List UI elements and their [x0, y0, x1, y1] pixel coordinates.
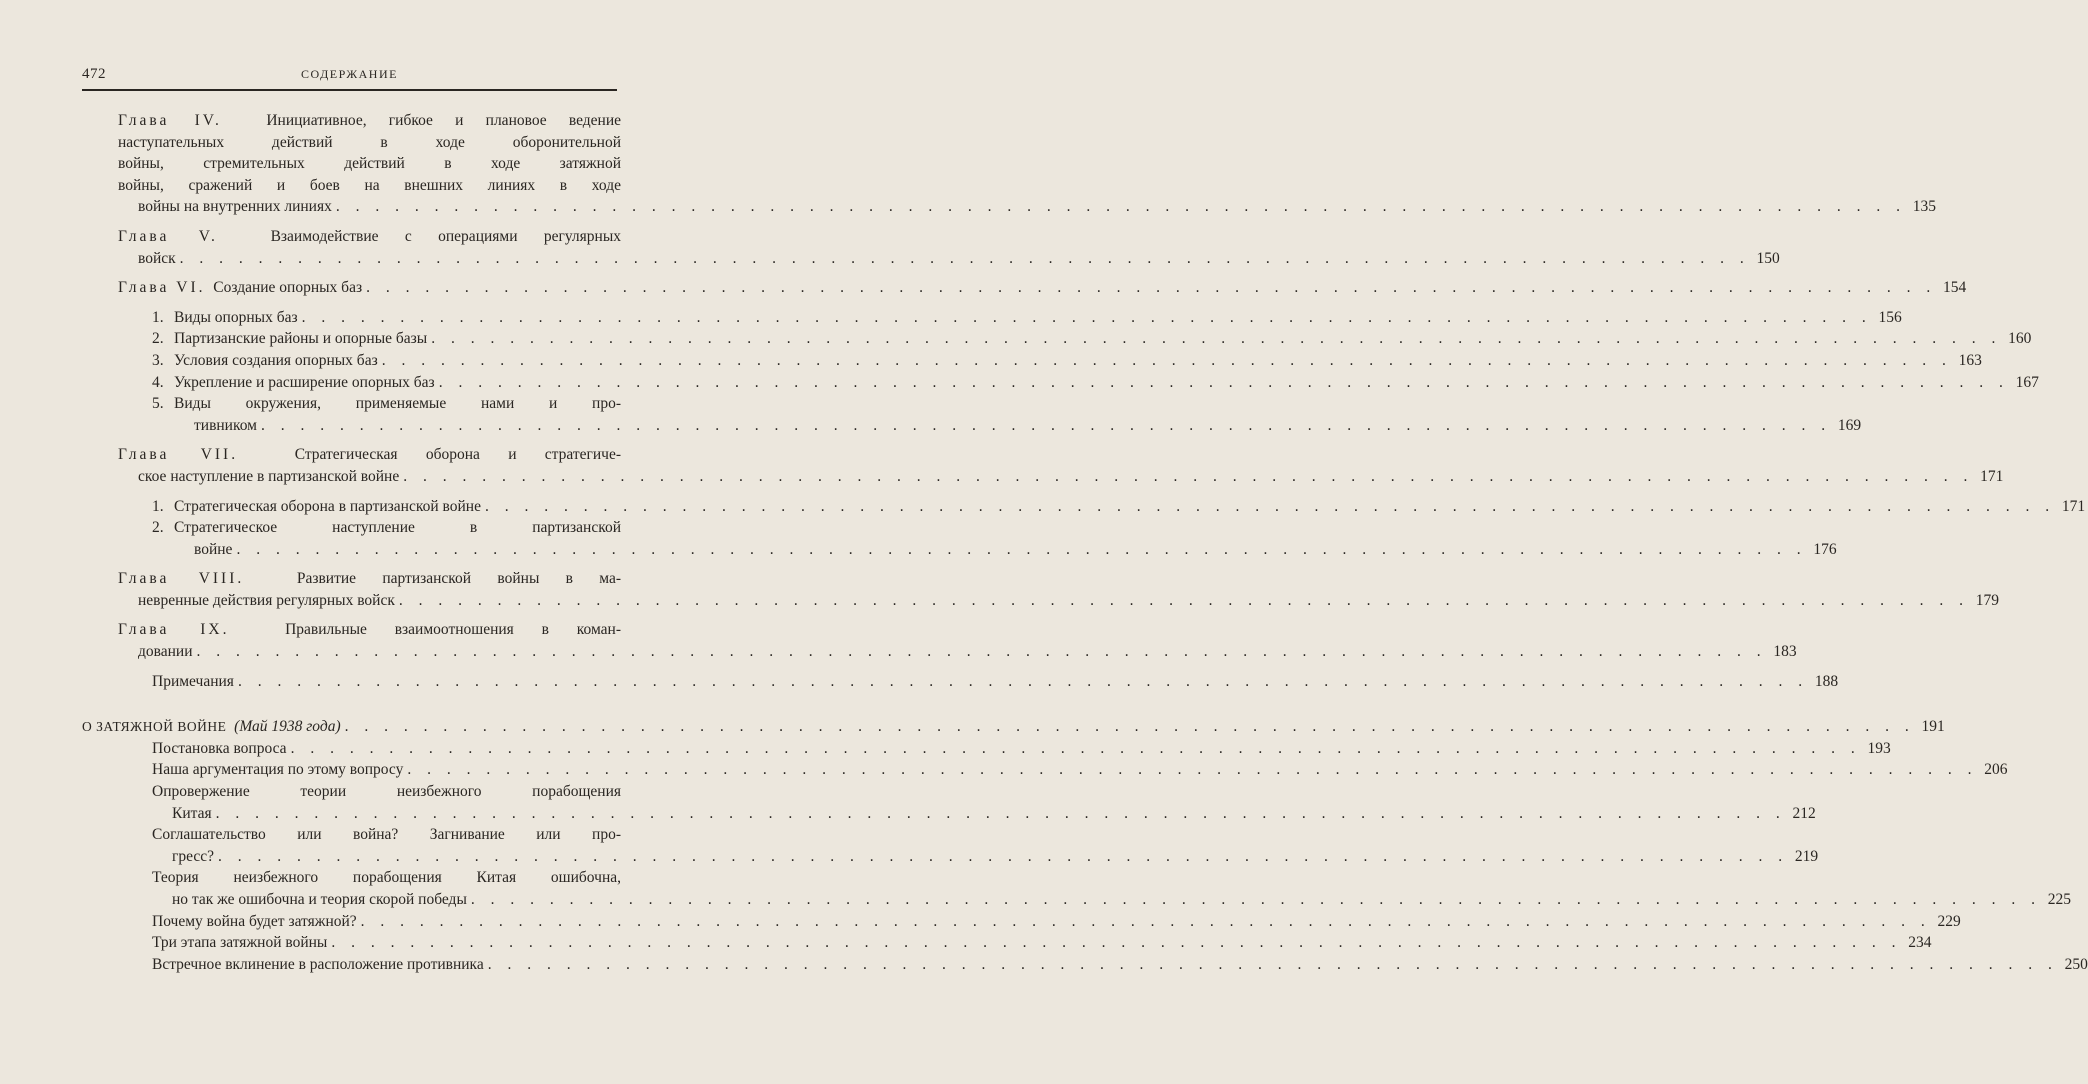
toc-chapter[interactable]	[118, 110, 1936, 218]
section-number: 2.	[152, 519, 164, 537]
entry-title-end: Виды опорных баз	[174, 308, 298, 326]
entry-page-number: 156	[1878, 308, 1902, 326]
entry-title-end: гресс?	[172, 847, 215, 865]
entry-page-number: 169	[1837, 416, 1862, 434]
chapter-label: Глава V.	[118, 227, 218, 245]
entry-page-number: 163	[1958, 351, 1982, 369]
entry-title-text: войны, стремительных действий в ходе затяжной	[118, 155, 621, 173]
dot-leader: . . . . . . . . . . . . . . . . . . . . . . . . . . . . . . . . . . . . . . . . . . . . . . . . . . . . . . . . . . . . . . . . . . . . . . . . . . . . . . . .	[331, 934, 1902, 952]
toc-notes[interactable]	[152, 671, 1839, 693]
page-header	[82, 66, 617, 88]
page-number: 472	[82, 66, 106, 82]
toc-leader-line	[174, 350, 1982, 372]
toc-work-section[interactable]	[152, 911, 1961, 933]
entry-title-line	[118, 132, 621, 154]
chapter-label-wrap	[118, 621, 285, 638]
entry-page-number: 171	[2061, 497, 2086, 515]
spacer	[0, 611, 669, 619]
toc-chapter[interactable]	[118, 568, 2000, 611]
dot-leader: . . . . . . . . . . . . . . . . . . . . . . . . . . . . . . . . . . . . . . . . . . . . . . . . . . . . . . . . . . . . . . . . . . . . . . . . . . . . . . . .	[236, 540, 1807, 558]
toc-leader-line	[152, 911, 1961, 933]
dot-leader: . . . . . . . . . . . . . . . . . . . . . . . . . . . . . . . . . . . . . . . . . . . . . . . . . . . . . . . . . . . . . . . . . . . . . . . . . . . . . . . .	[196, 643, 1767, 661]
entry-title-end: Наша аргументация по этому вопросу	[152, 761, 404, 779]
entry-title-text: наступательных действий в ходе оборонительной	[118, 133, 621, 151]
dot-leader: . . . . . . . . . . . . . . . . . . . . . . . . . . . . . . . . . . . . . . . . . . . . . . . . . . . . . . . . . . . . . . . . . . . . . . . . . . . . . . . .	[218, 847, 1789, 865]
entry-page-number: 150	[1756, 249, 1780, 267]
chapter-continuation	[118, 248, 1780, 270]
toc-chapter[interactable]	[118, 444, 2004, 487]
dot-leader: . . . . . . . . . . . . . . . . . . . . . . . . . . . . . . . . . . . . . . . . . . . . . . . . . . . . . . . . . . . . . . . . . . . . . . . . . . . . . . . .	[215, 804, 1786, 822]
entry-title-line	[174, 517, 621, 539]
toc-leader-line	[152, 738, 1891, 760]
toc-section[interactable]	[152, 393, 1862, 436]
entry-title-line	[118, 568, 621, 590]
header-rule	[82, 89, 617, 91]
dot-leader: . . . . . . . . . . . . . . . . . . . . . . . . . . . . . . . . . . . . . . . . . . . . . . . . . . . . . . . . . . . . . . . . . . . . . . . . . . . . . . . .	[438, 373, 2009, 391]
toc-leader-line	[152, 759, 2008, 781]
entry-title-end: Примечания	[152, 672, 234, 690]
dot-leader: . . . . . . . . . . . . . . . . . . . . . . . . . . . . . . . . . . . . . . . . . . . . . . . . . . . . . . . . . . . . . . . . . . . . . . . . . . . . . . . .	[431, 330, 2002, 348]
section-number: 3.	[152, 351, 164, 369]
toc-leader-line	[152, 932, 1932, 954]
section-number: 2.	[152, 330, 164, 348]
entry-title-line	[118, 226, 621, 248]
toc-leader-line	[194, 415, 1862, 437]
spacer	[0, 692, 669, 716]
dot-leader: . . . . . . . . . . . . . . . . . . . . . . . . . . . . . . . . . . . . . . . . . . . . . . . . . . . . . . . . . . . . . . . . . . . . . . . . . . . . . . . .	[487, 955, 2058, 973]
entry-page-number: 167	[2015, 373, 2039, 391]
toc-section[interactable]	[152, 307, 1902, 329]
entry-title-end: невренные действия регулярных войск	[138, 591, 395, 609]
dot-leader: . . . . . . . . . . . . . . . . . . . . . . . . . . . . . . . . . . . . . . . . . . . . . . . . . . . . . . . . . . . . . . . . . . . . . . . . . . . . . . . .	[366, 279, 1937, 297]
chapter-label-wrap	[118, 277, 213, 299]
entry-title-end: тивником	[194, 416, 257, 434]
work-title: О ЗАТЯЖНОЙ ВОЙНЕ	[82, 719, 227, 735]
spacer	[0, 560, 669, 568]
section-number: 4.	[152, 373, 164, 391]
toc-leader-line	[138, 196, 1936, 218]
toc-leader-line	[118, 277, 1967, 299]
entry-page-number: 193	[1867, 739, 1891, 757]
toc-chapter[interactable]	[118, 619, 1797, 662]
entry-page-number: 250	[2064, 955, 2088, 973]
toc-section[interactable]	[152, 328, 2032, 350]
toc-chapter[interactable]	[118, 226, 1780, 269]
toc-leader-line	[152, 671, 1839, 693]
section-continuation	[152, 889, 2071, 911]
toc-chapter[interactable]	[118, 277, 1967, 299]
toc-work-section[interactable]	[152, 738, 1891, 760]
entry-page-number: 206	[1984, 761, 2008, 779]
dot-leader: . . . . . . . . . . . . . . . . . . . . . . . . . . . . . . . . . . . . . . . . . . . . . . . . . . . . . . . . . . . . . . . . . . . . . . . . . . . . . . . .	[260, 416, 1832, 434]
entry-title-end: ское наступление в партизанской войне	[138, 467, 400, 485]
entry-title-end: Китая	[172, 804, 212, 822]
dot-leader: . . . . . . . . . . . . . . . . . . . . . . . . . . . . . . . . . . . . . . . . . . . . . . . . . . . . . . . . . . . . . . . . . . . . . . . . . . . . . . . .	[360, 912, 1931, 930]
entry-page-number: 212	[1792, 804, 1816, 822]
section-continuation	[174, 415, 1862, 437]
toc-work-title[interactable]	[82, 716, 1945, 738]
entry-page-number: 154	[1942, 279, 1967, 297]
entry-title-end: Стратегическая оборона в партизанской войне	[174, 497, 481, 515]
toc-leader-line	[138, 466, 2004, 488]
entry-page-number: 135	[1912, 198, 1936, 216]
toc-work-section[interactable]	[152, 867, 2071, 910]
running-title: СОДЕРЖАНИЕ	[301, 67, 398, 81]
toc-work-section[interactable]	[152, 932, 1932, 954]
toc-section[interactable]	[152, 372, 2039, 394]
chapter-label-wrap	[118, 570, 297, 587]
entry-title-end: войны на внутренних линиях	[138, 198, 332, 216]
chapter-label: Глава VII.	[118, 446, 239, 464]
dot-leader: . . . . . . . . . . . . . . . . . . . . . . . . . . . . . . . . . . . . . . . . . . . . . . . . . . . . . . . . . . . . . . . . . . . . . . . . . . . . . . . .	[335, 198, 1906, 216]
entry-title-text: Стратегическая оборона и стратегиче-	[294, 446, 622, 464]
entry-title-end: войне	[194, 540, 233, 558]
chapter-continuation	[118, 196, 1936, 218]
entry-page-number: 179	[1975, 591, 2000, 609]
dot-leader: . . . . . . . . . . . . . . . . . . . . . . . . . . . . . . . . . . . . . . . . . . . . . . . . . . . . . . . . . . . . . . . . . . . . . . . . . . . . . . . .	[344, 718, 1915, 736]
entry-page-number: 225	[2047, 891, 2071, 908]
spacer	[0, 488, 669, 496]
chapter-label: Глава IV.	[118, 112, 222, 129]
toc-leader-line	[138, 248, 1780, 270]
chapter-continuation	[118, 590, 2000, 612]
entry-title-end: но так же ошибочна и теория скорой победы	[172, 891, 467, 908]
entry-page-number: 171	[1980, 467, 2004, 485]
toc-leader-line	[174, 328, 2032, 350]
chapter-label-wrap	[118, 446, 295, 463]
chapter-label-wrap	[118, 112, 266, 129]
entry-title-end: Партизанские районы и опорные базы	[174, 330, 428, 348]
dot-leader: . . . . . . . . . . . . . . . . . . . . . . . . . . . . . . . . . . . . . . . . . . . . . . . . . . . . . . . . . . . . . . . . . . . . . . . . . . . . . . . .	[237, 672, 1809, 690]
entry-title-end: Почему война будет затяжной?	[152, 912, 357, 930]
entry-title-text: Инициативное, гибкое и плановое ведение	[266, 112, 622, 129]
table-of-contents	[0, 110, 2088, 975]
entry-title-text: Стратегическое наступление в партизанской	[174, 519, 621, 537]
entry-title-end: Встречное вклинение в расположение противника	[152, 955, 484, 973]
dot-leader: . . . . . . . . . . . . . . . . . . . . . . . . . . . . . . . . . . . . . . . . . . . . . . . . . . . . . . . . . . . . . . . . . . . . . . . . . . . . . . . .	[407, 761, 1978, 779]
toc-leader-line	[172, 889, 2071, 911]
section-continuation	[174, 539, 1837, 561]
entry-title-line	[152, 824, 621, 846]
toc-leader-line	[194, 539, 1837, 561]
section-number: 1.	[152, 308, 164, 326]
dot-leader: . . . . . . . . . . . . . . . . . . . . . . . . . . . . . . . . . . . . . . . . . . . . . . . . . . . . . . . . . . . . . . . . . . . . . . . . . . . . . . . .	[398, 591, 1970, 609]
entry-title-text: Соглашательство или война? Загнивание или про-	[152, 826, 621, 844]
entry-title-end: войск	[138, 249, 176, 267]
toc-leader-line	[152, 954, 2088, 976]
spacer	[0, 218, 669, 226]
entry-title-line	[174, 393, 621, 415]
entry-title-text: Развитие партизанской войны в ма-	[296, 570, 622, 588]
entry-title-text: Виды окружения, применяемые нами и про-	[174, 395, 621, 413]
entry-page-number: 160	[2008, 330, 2032, 348]
entry-title-text: Опровержение теории неизбежного порабощения	[152, 783, 621, 801]
spacer	[0, 663, 669, 671]
entry-title-end: Постановка вопроса	[152, 739, 287, 757]
dot-leader: . . . . . . . . . . . . . . . . . . . . . . . . . . . . . . . . . . . . . . . . . . . . . . . . . . . . . . . . . . . . . . . . . . . . . . . . . . . . . . . .	[179, 249, 1750, 267]
toc-section[interactable]	[152, 496, 2086, 518]
entry-title-line	[118, 619, 621, 641]
dot-leader: . . . . . . . . . . . . . . . . . . . . . . . . . . . . . . . . . . . . . . . . . . . . . . . . . . . . . . . . . . . . . . . . . . . . . . . . . . . . . . . .	[290, 739, 1861, 757]
entry-title-end: Условия создания опорных баз	[174, 351, 378, 369]
toc-leader-line	[174, 372, 2039, 394]
entry-page-number: 229	[1937, 912, 1961, 930]
toc-work-section[interactable]	[152, 824, 1819, 867]
dot-leader: . . . . . . . . . . . . . . . . . . . . . . . . . . . . . . . . . . . . . . . . . . . . . . . . . . . . . . . . . . . . . . . . . . . . . . . . . . . . . . . .	[484, 497, 2056, 515]
chapter-label: Глава VIII.	[118, 570, 245, 588]
work-date: (Май 1938 года)	[234, 718, 341, 736]
entry-page-number: 219	[1794, 847, 1819, 865]
entry-title-line	[118, 153, 621, 175]
entry-title-text: Правильные взаимоотношения в коман-	[285, 621, 621, 639]
chapter-label: Глава IX.	[118, 621, 230, 639]
entry-page-number: 234	[1908, 934, 1932, 952]
toc-leader-line	[174, 496, 2086, 518]
section-number: 5.	[152, 395, 164, 413]
entry-title-line	[118, 110, 621, 132]
entry-page-number: 191	[1921, 718, 1945, 736]
entry-title-end: Три этапа затяжной войны	[152, 934, 328, 952]
entry-page-number: 183	[1773, 643, 1797, 661]
toc-section[interactable]	[152, 517, 1837, 560]
entry-title-line	[118, 444, 621, 466]
dot-leader: . . . . . . . . . . . . . . . . . . . . . . . . . . . . . . . . . . . . . . . . . . . . . . . . . . . . . . . . . . . . . . . . . . . . . . . . . . . . . . . .	[470, 891, 2041, 908]
spacer	[0, 269, 669, 277]
spacer	[0, 299, 669, 307]
chapter-continuation	[118, 466, 2004, 488]
chapter-continuation	[118, 641, 1797, 663]
section-number: 1.	[152, 497, 164, 515]
entry-title-line	[118, 175, 621, 197]
spacer	[0, 436, 669, 444]
toc-leader-line	[172, 803, 1816, 825]
entry-title-line	[152, 781, 621, 803]
entry-title-end: довании	[138, 643, 193, 661]
entry-title-end: Создание опорных баз	[213, 279, 363, 297]
entry-title-line	[152, 867, 621, 889]
toc-leader-line	[174, 307, 1902, 329]
toc-work-section[interactable]	[152, 781, 1816, 824]
toc-section[interactable]	[152, 350, 1982, 372]
section-continuation	[152, 803, 1816, 825]
toc-work-section[interactable]	[152, 759, 2008, 781]
toc-leader-line	[138, 641, 1797, 663]
dot-leader: . . . . . . . . . . . . . . . . . . . . . . . . . . . . . . . . . . . . . . . . . . . . . . . . . . . . . . . . . . . . . . . . . . . . . . . . . . . . . . . .	[301, 308, 1872, 326]
dot-leader: . . . . . . . . . . . . . . . . . . . . . . . . . . . . . . . . . . . . . . . . . . . . . . . . . . . . . . . . . . . . . . . . . . . . . . . . . . . . . . . .	[381, 351, 1952, 369]
toc-leader-line	[172, 846, 1819, 868]
toc-leader-line	[82, 716, 1945, 738]
dot-leader: . . . . . . . . . . . . . . . . . . . . . . . . . . . . . . . . . . . . . . . . . . . . . . . . . . . . . . . . . . . . . . . . . . . . . . . . . . . . . . . .	[403, 467, 1974, 485]
toc-leader-line	[138, 590, 2000, 612]
entry-title-text: Взаимодействие с операциями регулярных	[270, 227, 622, 245]
entry-page-number: 176	[1813, 540, 1837, 558]
entry-title-end: Укрепление и расширение опорных баз	[174, 373, 435, 391]
entry-title-text: Теория неизбежного порабощения Китая ошибочна,	[152, 869, 621, 887]
toc-work-section[interactable]	[152, 954, 2088, 976]
chapter-label-wrap	[118, 228, 271, 245]
entry-page-number: 188	[1814, 672, 1839, 690]
chapter-label: Глава VI.	[118, 279, 206, 297]
section-continuation	[152, 846, 1819, 868]
entry-title-text: войны, сражений и боев на внешних линиях в ходе	[118, 176, 621, 194]
